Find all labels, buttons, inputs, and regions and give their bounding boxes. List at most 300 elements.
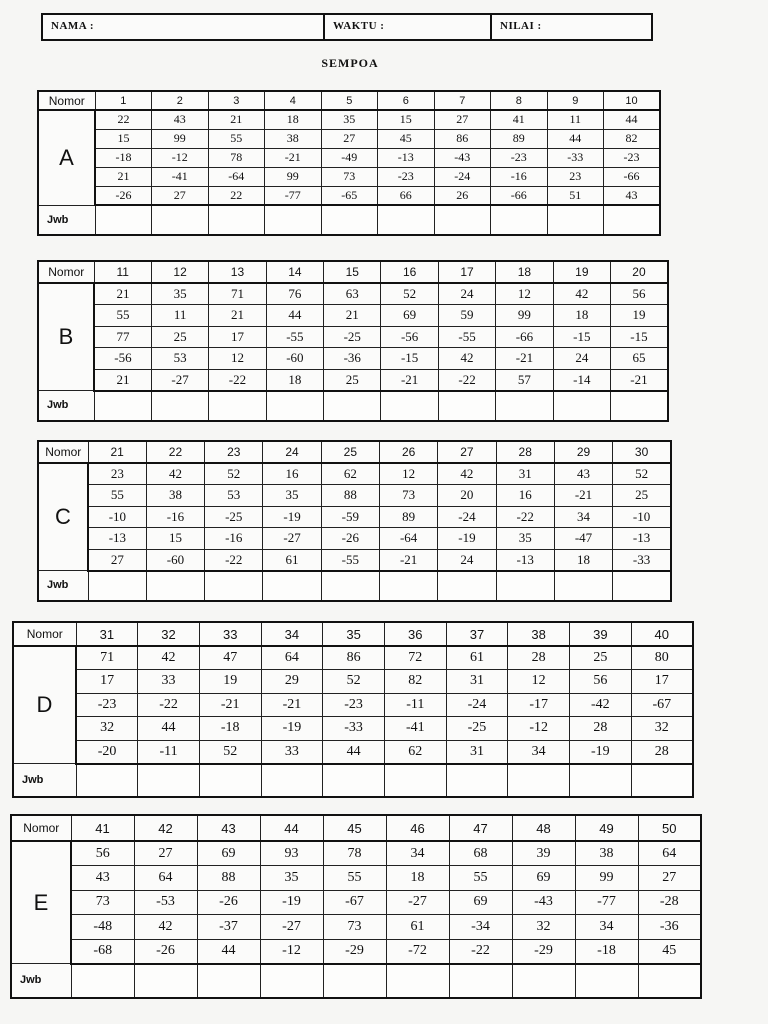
number-cell: -16	[146, 506, 204, 528]
question-number: 3	[208, 91, 265, 110]
number-cell: 45	[378, 129, 435, 148]
number-cell: -19	[261, 717, 323, 741]
question-number: 50	[638, 815, 701, 841]
question-number: 48	[512, 815, 575, 841]
answer-cell[interactable]	[209, 391, 266, 421]
jwb-label: Jwb	[38, 571, 88, 601]
answer-cell[interactable]	[379, 571, 437, 601]
number-cell: 43	[554, 463, 612, 485]
number-cell: 78	[323, 841, 386, 866]
number-cell: -17	[508, 693, 570, 717]
number-cell: 53	[205, 485, 263, 507]
number-cell: -43	[434, 148, 491, 167]
number-cell: 69	[449, 890, 512, 915]
number-cell: 16	[263, 463, 321, 485]
question-number: 18	[496, 261, 553, 283]
number-cell: 89	[491, 129, 548, 148]
number-cell: 39	[512, 841, 575, 866]
number-cell: -66	[491, 186, 548, 205]
number-cell: 61	[446, 646, 508, 670]
number-cell: -60	[266, 348, 323, 370]
number-cell: 25	[570, 646, 632, 670]
number-cell: -67	[631, 693, 693, 717]
nama-field[interactable]	[43, 15, 325, 39]
number-cell: -21	[554, 485, 612, 507]
number-cell: -10	[613, 506, 671, 528]
answer-cell[interactable]	[570, 764, 632, 797]
question-number: 1	[95, 91, 152, 110]
question-number: 4	[265, 91, 322, 110]
number-cell: -15	[611, 326, 668, 348]
number-cell: -27	[151, 369, 208, 391]
number-cell: 73	[71, 890, 134, 915]
number-cell: -15	[381, 348, 438, 370]
number-cell: -22	[205, 549, 263, 571]
answer-cell[interactable]	[378, 205, 435, 235]
section-table-d	[12, 621, 694, 798]
number-cell: -36	[638, 915, 701, 940]
number-cell: 80	[631, 646, 693, 670]
question-number: 45	[323, 815, 386, 841]
jwb-label: Jwb	[11, 964, 71, 998]
answer-cell[interactable]	[95, 205, 152, 235]
question-number: 17	[438, 261, 495, 283]
number-cell: 17	[76, 670, 138, 694]
question-number: 6	[378, 91, 435, 110]
answer-cell[interactable]	[611, 391, 668, 421]
answer-cell[interactable]	[638, 964, 701, 998]
number-cell: 15	[146, 528, 204, 550]
number-cell: -21	[611, 369, 668, 391]
question-number: 20	[611, 261, 668, 283]
answer-cell[interactable]	[260, 964, 323, 998]
number-cell: 12	[379, 463, 437, 485]
answer-cell[interactable]	[265, 205, 322, 235]
number-cell: 64	[638, 841, 701, 866]
number-cell: 61	[263, 549, 321, 571]
number-cell: 69	[197, 841, 260, 866]
question-number: 2	[152, 91, 209, 110]
number-cell: -59	[321, 506, 379, 528]
number-cell: 16	[496, 485, 554, 507]
number-cell: -11	[384, 693, 446, 717]
number-cell: -33	[323, 717, 385, 741]
number-cell: 27	[321, 129, 378, 148]
number-cell: 19	[199, 670, 261, 694]
answer-cell[interactable]	[384, 764, 446, 797]
number-cell: 31	[496, 463, 554, 485]
answer-cell[interactable]	[88, 571, 146, 601]
question-number: 38	[508, 622, 570, 646]
section-letter: E	[11, 841, 71, 964]
answer-cell[interactable]	[438, 571, 496, 601]
jwb-label: Jwb	[38, 391, 94, 421]
number-cell: 42	[134, 915, 197, 940]
number-cell: 22	[95, 110, 152, 129]
question-number: 33	[199, 622, 261, 646]
number-cell: 26	[434, 186, 491, 205]
number-cell: 35	[260, 866, 323, 891]
number-cell: -55	[321, 549, 379, 571]
number-cell: 43	[152, 110, 209, 129]
number-cell: -23	[491, 148, 548, 167]
section-table-e	[10, 814, 702, 999]
number-cell: -27	[263, 528, 321, 550]
nilai-field[interactable]	[492, 15, 651, 39]
number-cell: 25	[613, 485, 671, 507]
number-cell: 82	[384, 670, 446, 694]
number-cell: 52	[323, 670, 385, 694]
number-cell: 63	[324, 283, 381, 305]
answer-cell[interactable]	[152, 205, 209, 235]
answer-cell[interactable]	[613, 571, 671, 601]
number-cell: -19	[263, 506, 321, 528]
number-cell: 73	[379, 485, 437, 507]
number-cell: -20	[76, 740, 138, 764]
number-cell: -21	[265, 148, 322, 167]
number-cell: -18	[95, 148, 152, 167]
number-cell: -66	[496, 326, 553, 348]
number-cell: 65	[611, 348, 668, 370]
number-cell: 89	[379, 506, 437, 528]
number-cell: 25	[324, 369, 381, 391]
answer-cell[interactable]	[381, 391, 438, 421]
answer-cell[interactable]	[575, 964, 638, 998]
number-cell: 42	[146, 463, 204, 485]
number-cell: 44	[547, 129, 604, 148]
number-cell: 55	[208, 129, 265, 148]
number-cell: -68	[71, 939, 134, 964]
question-number: 8	[491, 91, 548, 110]
number-cell: 12	[496, 283, 553, 305]
number-cell: -12	[508, 717, 570, 741]
answer-cell[interactable]	[134, 964, 197, 998]
number-cell: 93	[260, 841, 323, 866]
number-cell: 27	[134, 841, 197, 866]
number-cell: 62	[321, 463, 379, 485]
number-cell: -27	[386, 890, 449, 915]
number-cell: -47	[554, 528, 612, 550]
section-letter: D	[13, 646, 76, 764]
question-number: 40	[631, 622, 693, 646]
number-cell: -13	[496, 549, 554, 571]
answer-cell[interactable]	[631, 764, 693, 797]
number-cell: 55	[323, 866, 386, 891]
number-cell: -29	[512, 939, 575, 964]
number-cell: 52	[199, 740, 261, 764]
number-cell: 24	[553, 348, 610, 370]
answer-cell[interactable]	[151, 391, 208, 421]
answer-cell[interactable]	[208, 205, 265, 235]
answer-cell[interactable]	[321, 571, 379, 601]
number-cell: 18	[554, 549, 612, 571]
number-cell: 24	[438, 549, 496, 571]
number-cell: 11	[547, 110, 604, 129]
number-cell: 55	[88, 485, 146, 507]
number-cell: -22	[209, 369, 266, 391]
answer-cell[interactable]	[496, 391, 553, 421]
answer-cell[interactable]	[321, 205, 378, 235]
number-cell: 76	[266, 283, 323, 305]
number-cell: -55	[266, 326, 323, 348]
number-cell: -33	[547, 148, 604, 167]
number-cell: 33	[138, 670, 200, 694]
number-cell: 35	[496, 528, 554, 550]
number-cell: 28	[631, 740, 693, 764]
waktu-field[interactable]	[325, 15, 492, 39]
answer-cell[interactable]	[449, 964, 512, 998]
number-cell: 52	[205, 463, 263, 485]
question-number: 46	[386, 815, 449, 841]
number-cell: 32	[76, 717, 138, 741]
number-cell: 33	[261, 740, 323, 764]
number-cell: -26	[95, 186, 152, 205]
answer-cell[interactable]	[604, 205, 661, 235]
number-cell: 28	[508, 646, 570, 670]
number-cell: 88	[321, 485, 379, 507]
number-cell: -53	[134, 890, 197, 915]
number-cell: 68	[449, 841, 512, 866]
answer-cell[interactable]	[71, 964, 134, 998]
number-cell: 21	[208, 110, 265, 129]
answer-cell[interactable]	[94, 391, 151, 421]
question-number: 9	[547, 91, 604, 110]
number-cell: -16	[205, 528, 263, 550]
question-number: 12	[151, 261, 208, 283]
number-cell: 42	[553, 283, 610, 305]
number-cell: -56	[381, 326, 438, 348]
question-number: 34	[261, 622, 323, 646]
number-cell: 99	[152, 129, 209, 148]
question-number: 11	[94, 261, 151, 283]
number-cell: 44	[197, 939, 260, 964]
number-cell: 61	[386, 915, 449, 940]
number-cell: 27	[434, 110, 491, 129]
number-cell: 25	[151, 326, 208, 348]
number-cell: -41	[152, 167, 209, 186]
number-cell: 17	[631, 670, 693, 694]
nomor-label: Nomor	[13, 622, 76, 646]
number-cell: 99	[575, 866, 638, 891]
number-cell: 56	[611, 283, 668, 305]
answer-cell[interactable]	[263, 571, 321, 601]
number-cell: 71	[209, 283, 266, 305]
number-cell: 24	[438, 283, 495, 305]
number-cell: -15	[553, 326, 610, 348]
nama-label: NAMA :	[51, 20, 95, 32]
number-cell: -19	[260, 890, 323, 915]
number-cell: 19	[611, 305, 668, 327]
answer-cell[interactable]	[553, 391, 610, 421]
number-cell: -16	[491, 167, 548, 186]
number-cell: 69	[381, 305, 438, 327]
number-cell: 38	[146, 485, 204, 507]
number-cell: 18	[553, 305, 610, 327]
number-cell: 47	[199, 646, 261, 670]
question-number: 26	[379, 441, 437, 463]
answer-cell[interactable]	[386, 964, 449, 998]
number-cell: 73	[321, 167, 378, 186]
number-cell: 34	[386, 841, 449, 866]
number-cell: 62	[384, 740, 446, 764]
number-cell: -26	[197, 890, 260, 915]
question-number: 14	[266, 261, 323, 283]
question-number: 29	[554, 441, 612, 463]
number-cell: 11	[151, 305, 208, 327]
number-cell: -22	[438, 369, 495, 391]
number-cell: -19	[438, 528, 496, 550]
answer-cell[interactable]	[491, 205, 548, 235]
number-cell: 86	[323, 646, 385, 670]
number-cell: -24	[438, 506, 496, 528]
answer-cell[interactable]	[205, 571, 263, 601]
answer-cell[interactable]	[554, 571, 612, 601]
question-number: 7	[434, 91, 491, 110]
answer-cell[interactable]	[323, 964, 386, 998]
question-number: 16	[381, 261, 438, 283]
answer-cell[interactable]	[324, 391, 381, 421]
number-cell: 88	[197, 866, 260, 891]
question-number: 32	[138, 622, 200, 646]
number-cell: 45	[638, 939, 701, 964]
number-cell: 64	[134, 866, 197, 891]
number-cell: -29	[323, 939, 386, 964]
number-cell: -13	[378, 148, 435, 167]
number-cell: -55	[438, 326, 495, 348]
number-cell: 51	[547, 186, 604, 205]
answer-cell[interactable]	[438, 391, 495, 421]
section-letter: B	[38, 283, 94, 391]
answer-cell[interactable]	[138, 764, 200, 797]
number-cell: 34	[575, 915, 638, 940]
number-cell: -14	[553, 369, 610, 391]
number-cell: 29	[261, 670, 323, 694]
number-cell: 21	[324, 305, 381, 327]
question-number: 23	[205, 441, 263, 463]
number-cell: 31	[446, 670, 508, 694]
answer-cell[interactable]	[434, 205, 491, 235]
number-cell: -33	[613, 549, 671, 571]
number-cell: -10	[88, 506, 146, 528]
number-cell: -27	[260, 915, 323, 940]
number-cell: -36	[324, 348, 381, 370]
number-cell: -77	[575, 890, 638, 915]
number-cell: -77	[265, 186, 322, 205]
number-cell: -66	[604, 167, 661, 186]
answer-cell[interactable]	[508, 764, 570, 797]
number-cell: -41	[384, 717, 446, 741]
section-table-c	[37, 440, 672, 602]
number-cell: -22	[496, 506, 554, 528]
number-cell: 35	[263, 485, 321, 507]
number-cell: -23	[76, 693, 138, 717]
number-cell: 31	[446, 740, 508, 764]
number-cell: 22	[208, 186, 265, 205]
nomor-label: Nomor	[38, 261, 94, 283]
number-cell: -22	[138, 693, 200, 717]
answer-cell[interactable]	[323, 764, 385, 797]
number-cell: 55	[449, 866, 512, 891]
answer-cell[interactable]	[512, 964, 575, 998]
number-cell: 18	[265, 110, 322, 129]
answer-cell[interactable]	[261, 764, 323, 797]
number-cell: 18	[266, 369, 323, 391]
number-cell: 44	[604, 110, 661, 129]
number-cell: 18	[386, 866, 449, 891]
question-number: 19	[553, 261, 610, 283]
number-cell: 52	[613, 463, 671, 485]
number-cell: -22	[449, 939, 512, 964]
number-cell: -21	[261, 693, 323, 717]
answer-cell[interactable]	[266, 391, 323, 421]
section-letter: A	[38, 110, 95, 205]
number-cell: 66	[378, 186, 435, 205]
nilai-label: NILAI :	[500, 20, 542, 32]
answer-cell[interactable]	[146, 571, 204, 601]
question-number: 43	[197, 815, 260, 841]
page-title: SEMPOA	[321, 56, 379, 70]
number-cell: 21	[95, 167, 152, 186]
student-info-header	[41, 13, 653, 41]
answer-cell[interactable]	[496, 571, 554, 601]
number-cell: 23	[547, 167, 604, 186]
question-number: 28	[496, 441, 554, 463]
number-cell: -64	[208, 167, 265, 186]
answer-cell[interactable]	[76, 764, 138, 797]
number-cell: 59	[438, 305, 495, 327]
number-cell: 55	[94, 305, 151, 327]
question-number: 15	[324, 261, 381, 283]
number-cell: 53	[151, 348, 208, 370]
number-cell: -37	[197, 915, 260, 940]
number-cell: 35	[321, 110, 378, 129]
question-number: 22	[146, 441, 204, 463]
number-cell: 23	[88, 463, 146, 485]
number-cell: -28	[638, 890, 701, 915]
number-cell: -18	[575, 939, 638, 964]
number-cell: 15	[378, 110, 435, 129]
nomor-label: Nomor	[38, 91, 95, 110]
answer-cell[interactable]	[197, 964, 260, 998]
number-cell: 38	[265, 129, 322, 148]
number-cell: 56	[570, 670, 632, 694]
section-table-a	[37, 90, 661, 236]
number-cell: -65	[321, 186, 378, 205]
number-cell: 42	[138, 646, 200, 670]
question-number: 35	[323, 622, 385, 646]
number-cell: 38	[575, 841, 638, 866]
number-cell: -56	[94, 348, 151, 370]
section-letter: C	[38, 463, 88, 571]
answer-cell[interactable]	[547, 205, 604, 235]
question-number: 13	[209, 261, 266, 283]
waktu-label: WAKTU :	[333, 20, 385, 32]
number-cell: -11	[138, 740, 200, 764]
answer-cell[interactable]	[446, 764, 508, 797]
number-cell: 99	[265, 167, 322, 186]
number-cell: 34	[508, 740, 570, 764]
number-cell: 44	[138, 717, 200, 741]
question-number: 47	[449, 815, 512, 841]
answer-cell[interactable]	[199, 764, 261, 797]
number-cell: -23	[604, 148, 661, 167]
question-number: 10	[604, 91, 661, 110]
number-cell: -12	[152, 148, 209, 167]
number-cell: 20	[438, 485, 496, 507]
number-cell: 12	[508, 670, 570, 694]
number-cell: -18	[199, 717, 261, 741]
number-cell: -26	[134, 939, 197, 964]
